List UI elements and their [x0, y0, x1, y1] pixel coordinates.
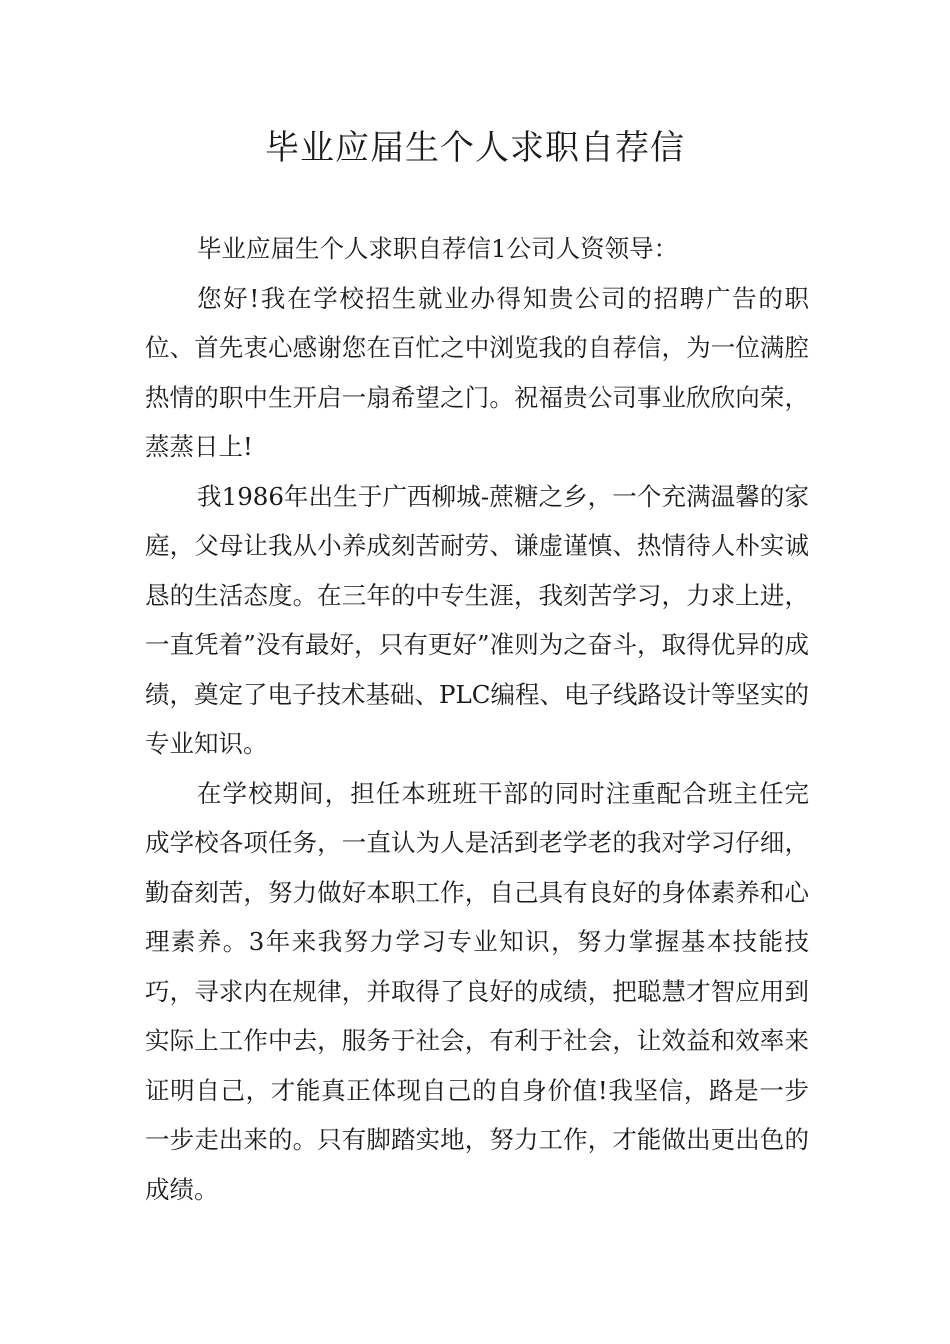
paragraph-salutation: 毕业应届生个人求职自荐信1公司人资领导：: [197, 234, 679, 263]
letter-body: [145, 224, 809, 1214]
document-title: 毕业应届生个人求职自荐信: [265, 128, 685, 168]
paragraph-greeting: 您好!我在学校招生就业办得知贵公司的招聘广告的职位、首先衷心感谢您在百忙之中浏览我的自荐信，为一位满腔热情的职中生开启一扇希望之门。祝福贵公司事业欣欣向荣，蒸蒸日上!: [145, 283, 809, 461]
paragraph-school-experience: 在学校期间，担任本班班干部的同时注重配合班主任完成学校各项任务，一直认为人是活到老学老的我对学习仔细，勤奋刻苦，努力做好本职工作，自己具有良好的身体素养和心理素养。3年来我努力学习专业知识，努力掌握基本技能技巧，寻求内在规律，并取得了良好的成绩，把聪慧才智应用到实际上工作中去，服务于社会，有利于社会，让效益和效率来证明自己，才能真正体现自己的自身价值!我坚信，路是一步一步走出来的。只有脚踏实地，努力工作，才能做出更出色的成绩。: [145, 778, 809, 1204]
paragraph-background: 我1986年出生于广西柳城-蔗糖之乡，一个充满温馨的家庭，父母让我从小养成刻苦耐劳、谦虚谨慎、热情待人朴实诚恳的生活态度。在三年的中专生涯，我刻苦学习，力求上进，一直凭着”没有最好，只有更好”准则为之奋斗，取得优异的成绩，奠定了电子技术基础、PLC编程、电子线路设计等坚实的专业知识。: [145, 481, 809, 758]
